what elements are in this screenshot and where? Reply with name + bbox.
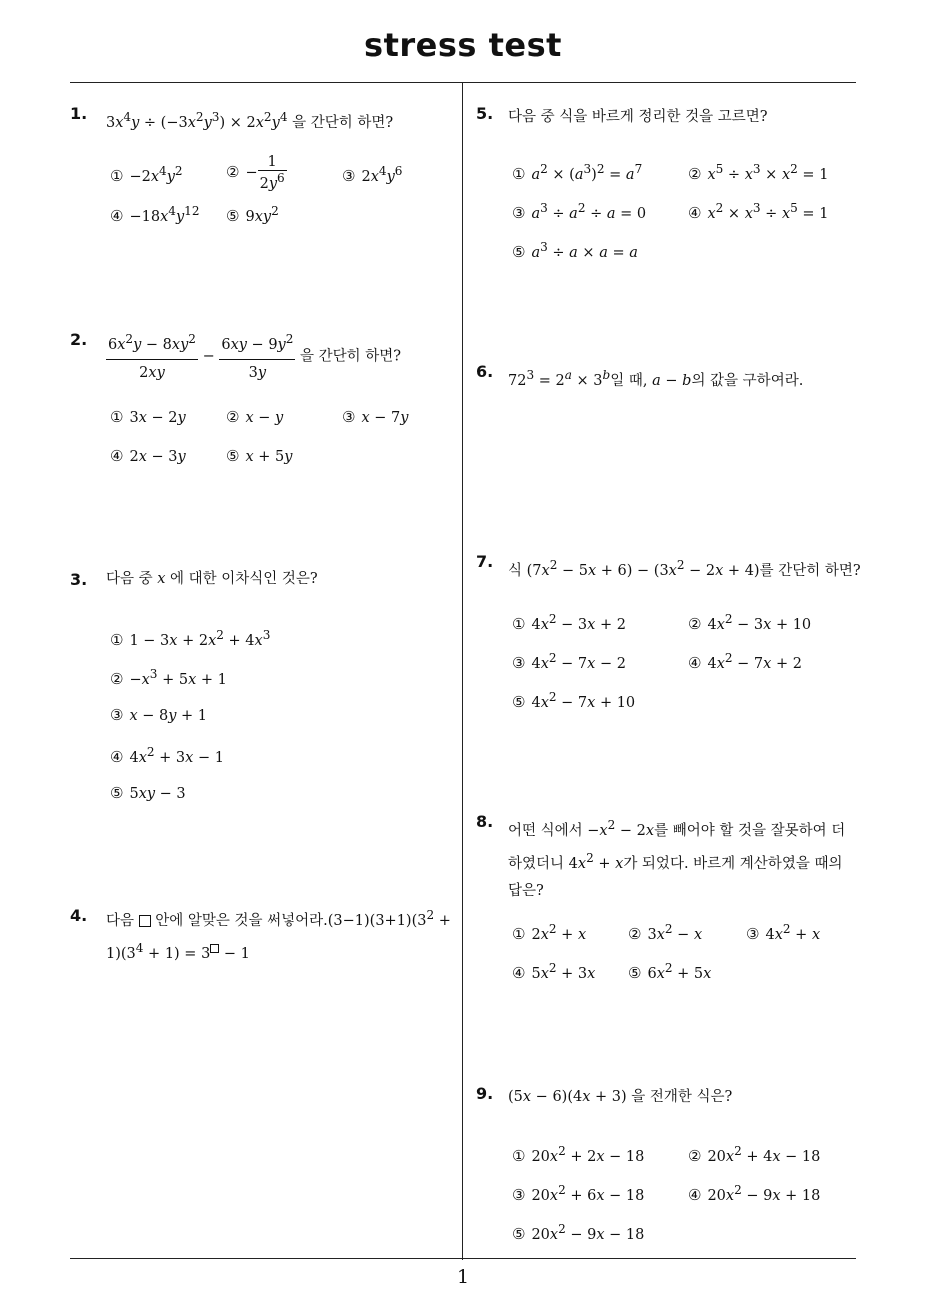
option-2-3[interactable]: ③ x − 7y [342,408,409,426]
option-8-2[interactable]: ② $3x^2 - x$ [628,922,703,943]
option-7-5[interactable]: ⑤ $4x^2 - 7x + 10$ [512,690,636,711]
option-5-1[interactable]: ① $a^2 \times (a^3)^2 = a^7$ [512,162,643,183]
option-9-2[interactable]: ② $20x^2 + 4x - 18$ [688,1144,821,1165]
question-number: 3. [70,570,88,589]
page-number: 1 [456,1266,470,1288]
option-3-1[interactable]: ① $1 - 3x + 2x^2 + 4x^3$ [110,628,271,649]
option-2-1[interactable]: ① 3x − 2y [110,408,186,426]
option-1-4[interactable]: ④ $-18x^4y^{12}$ [110,204,200,225]
option-5-4[interactable]: ④ $x^2 \times x^3 \div x^5 = 1$ [688,201,829,222]
option-1-5[interactable]: ⑤ $9xy^2$ [226,204,279,225]
option-1-2[interactable]: ② − $\frac{1}{2y^6}$ [226,154,285,192]
option-9-1[interactable]: ① $20x^2 + 2x - 18$ [512,1144,645,1165]
option-5-3[interactable]: ③ $a^3 \div a^2 \div a = 0$ [512,201,647,222]
top-rule [70,82,856,83]
option-8-1[interactable]: ① $2x^2 + x$ [512,922,587,943]
question-text: 식 $(7x^2 - 5x + 6) - (3x^2 - 2x + 4)$를 간단히 하면? [508,558,861,579]
question-text: (5x − 6)(4x + 3) 을 전개한 식은? [508,1089,733,1105]
option-1-1[interactable]: ① $-2x^4y^2$ [110,164,183,185]
page-title: stress test [364,26,562,64]
option-8-5[interactable]: ⑤ $6x^2 + 5x$ [628,961,712,982]
question-number: 6. [476,362,494,381]
option-3-4[interactable]: ④ $4x^2 + 3x - 1$ [110,745,224,766]
option-2-4[interactable]: ④ 2x − 3y [110,447,186,465]
question-text: 어떤 식에서 $-x^2 - 2x$를 빼어야 할 것을 잘못하여 더 하였더니 $4x^2 + x$가 되었다. 바르게 계산하였을 때의 답은? [508,818,846,899]
question-number: 8. [476,812,494,831]
question-number: 9. [476,1084,494,1103]
option-9-5[interactable]: ⑤ $20x^2 - 9x - 18$ [512,1222,645,1243]
option-7-3[interactable]: ③ $4x^2 - 7x - 2$ [512,651,626,672]
column-divider [462,83,463,1260]
question-text: 다음 중 식을 바르게 정리한 것을 고르면? [508,109,768,125]
bottom-rule [70,1258,856,1259]
option-9-4[interactable]: ④ $20x^2 - 9x + 18$ [688,1183,821,1204]
question-number: 5. [476,104,494,123]
option-3-3[interactable]: ③ x − 8y + 1 [110,706,208,724]
question-text: 다음 중 x 에 대한 이차식인 것은? [106,571,318,587]
option-3-5[interactable]: ⑤ 5xy − 3 [110,784,186,802]
question-number: 1. [70,104,88,123]
option-1-3[interactable]: ③ $2x^4y^6$ [342,164,403,185]
question-text: 다음 안에 알맞은 것을 써넣어라$.(3-1)(3+1)(3^2 + 1)(3^4 + 1) = 3 - 1$ [106,908,451,962]
question-number: 7. [476,552,494,571]
option-8-3[interactable]: ③ $4x^2 + x$ [746,922,821,943]
blank-box [139,915,151,927]
option-7-4[interactable]: ④ $4x^2 - 7x + 2$ [688,651,802,672]
option-7-2[interactable]: ② $4x^2 - 3x + 10$ [688,612,812,633]
question-number: 4. [70,906,88,925]
question-text: $\frac{6x^2y - 8xy^2}{2xy}$ − $\frac{6xy - 9y^2}{3y}$ 을 간단히 하면? [106,326,401,387]
question-text: $3x^4y \div (-3x^2y^3) \times 2x^2y^4$ 을 간단히 하면? [106,110,394,131]
option-7-1[interactable]: ① $4x^2 - 3x + 2$ [512,612,626,633]
option-3-2[interactable]: ② $-x^3 + 5x + 1$ [110,667,227,688]
option-5-5[interactable]: ⑤ $a^3 \div a \times a = a$ [512,240,638,261]
option-9-3[interactable]: ③ $20x^2 + 6x - 18$ [512,1183,645,1204]
option-2-2[interactable]: ② x − y [226,408,284,426]
option-8-4[interactable]: ④ $5x^2 + 3x$ [512,961,596,982]
option-5-2[interactable]: ② $x^5 \div x^3 \times x^2 = 1$ [688,162,829,183]
option-2-5[interactable]: ⑤ x + 5y [226,447,293,465]
question-number: 2. [70,330,88,349]
question-text: $72^3 = 2^a \times 3^b$일 때, a − b의 값을 구하여라. [508,368,804,389]
